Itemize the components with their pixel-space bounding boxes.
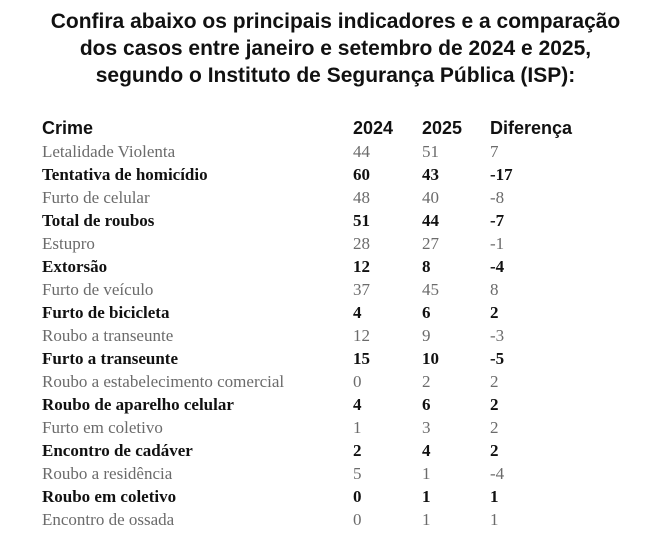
header-2025: 2025 <box>422 117 463 138</box>
value-2025: 4 <box>422 441 431 460</box>
crime-name: Encontro de cadáver <box>42 441 193 460</box>
value-2024: 0 <box>353 510 362 529</box>
headline-line-1: Confira abaixo os principais indicadores e a comparação <box>50 10 621 33</box>
value-2024: 0 <box>353 372 362 391</box>
value-2025: 44 <box>422 211 439 230</box>
value-difference: -17 <box>490 165 513 184</box>
header-crime: Crime <box>42 117 94 138</box>
value-difference: 8 <box>490 280 499 299</box>
value-2025: 51 <box>422 142 439 161</box>
value-2025: 27 <box>422 234 439 253</box>
value-difference: 2 <box>490 418 499 437</box>
value-2025: 6 <box>422 303 431 322</box>
value-2025: 43 <box>422 165 439 184</box>
value-2024: 48 <box>353 188 370 207</box>
value-2024: 44 <box>353 142 370 161</box>
value-2025: 9 <box>422 326 431 345</box>
value-2024: 4 <box>353 395 362 414</box>
table-row <box>42 255 610 278</box>
value-2024: 37 <box>353 280 370 299</box>
headline-line-3: segundo o Instituto de Segurança Pública (ISP): <box>95 64 576 87</box>
value-difference: -1 <box>490 234 505 253</box>
value-difference: -8 <box>490 188 505 207</box>
table-row <box>42 324 610 347</box>
table-row <box>42 301 610 324</box>
table-row <box>42 393 610 416</box>
table-row <box>42 462 610 485</box>
value-difference: 1 <box>490 487 499 506</box>
table-row <box>42 232 610 255</box>
crime-comparison-table <box>42 116 610 531</box>
page-headline <box>0 8 671 89</box>
crime-name: Total de roubos <box>42 211 155 230</box>
value-difference: 2 <box>490 303 499 322</box>
value-2025: 2 <box>422 372 431 391</box>
value-2025: 1 <box>422 464 431 483</box>
table-row <box>42 163 610 186</box>
value-2025: 8 <box>422 257 431 276</box>
value-2024: 15 <box>353 349 370 368</box>
value-difference: -7 <box>490 211 505 230</box>
value-2024: 5 <box>353 464 362 483</box>
value-2024: 12 <box>353 257 370 276</box>
value-2024: 1 <box>353 418 362 437</box>
crime-name: Tentativa de homicídio <box>42 165 208 184</box>
value-2025: 10 <box>422 349 439 368</box>
table-row <box>42 140 610 163</box>
value-2025: 1 <box>422 487 431 506</box>
crime-name: Estupro <box>42 234 95 253</box>
table-row <box>42 347 610 370</box>
value-2024: 51 <box>353 211 370 230</box>
value-difference: -3 <box>490 326 505 345</box>
header-2024: 2024 <box>353 117 394 138</box>
value-2024: 28 <box>353 234 370 253</box>
crime-name: Furto de veículo <box>42 280 154 299</box>
value-difference: 2 <box>490 372 499 391</box>
value-2024: 60 <box>353 165 370 184</box>
crime-name: Roubo a transeunte <box>42 326 174 345</box>
value-difference: 7 <box>490 142 499 161</box>
crime-name: Furto em coletivo <box>42 418 163 437</box>
crime-name: Furto de bicicleta <box>42 303 170 322</box>
crime-name: Encontro de ossada <box>42 510 175 529</box>
value-2024: 4 <box>353 303 362 322</box>
value-2025: 45 <box>422 280 439 299</box>
value-2024: 0 <box>353 487 362 506</box>
value-difference: 1 <box>490 510 499 529</box>
crime-name: Roubo de aparelho celular <box>42 395 234 414</box>
value-2024: 12 <box>353 326 370 345</box>
crime-name: Roubo em coletivo <box>42 487 177 506</box>
crime-name: Roubo a estabelecimento comercial <box>42 372 285 391</box>
table-row <box>42 485 610 508</box>
table-row <box>42 370 610 393</box>
value-2025: 40 <box>422 188 439 207</box>
table-row <box>42 186 610 209</box>
value-2025: 1 <box>422 510 431 529</box>
headline-line-2: dos casos entre janeiro e setembro de 2024 e 2025, <box>79 37 592 60</box>
value-difference: 2 <box>490 441 499 460</box>
crime-name: Extorsão <box>42 257 108 276</box>
table-row <box>42 209 610 232</box>
table-header-row <box>42 116 610 140</box>
value-difference: -5 <box>490 349 505 368</box>
value-2024: 2 <box>353 441 362 460</box>
table-row <box>42 508 610 531</box>
value-difference: -4 <box>490 257 505 276</box>
table-row <box>42 439 610 462</box>
crime-name: Roubo a residência <box>42 464 173 483</box>
header-difference: Diferença <box>490 117 573 138</box>
value-difference: 2 <box>490 395 499 414</box>
value-difference: -4 <box>490 464 505 483</box>
table-row <box>42 278 610 301</box>
crime-name: Furto de celular <box>42 188 150 207</box>
crime-name: Letalidade Violenta <box>42 142 176 161</box>
crime-name: Furto a transeunte <box>42 349 178 368</box>
table-row <box>42 416 610 439</box>
value-2025: 6 <box>422 395 431 414</box>
value-2025: 3 <box>422 418 431 437</box>
